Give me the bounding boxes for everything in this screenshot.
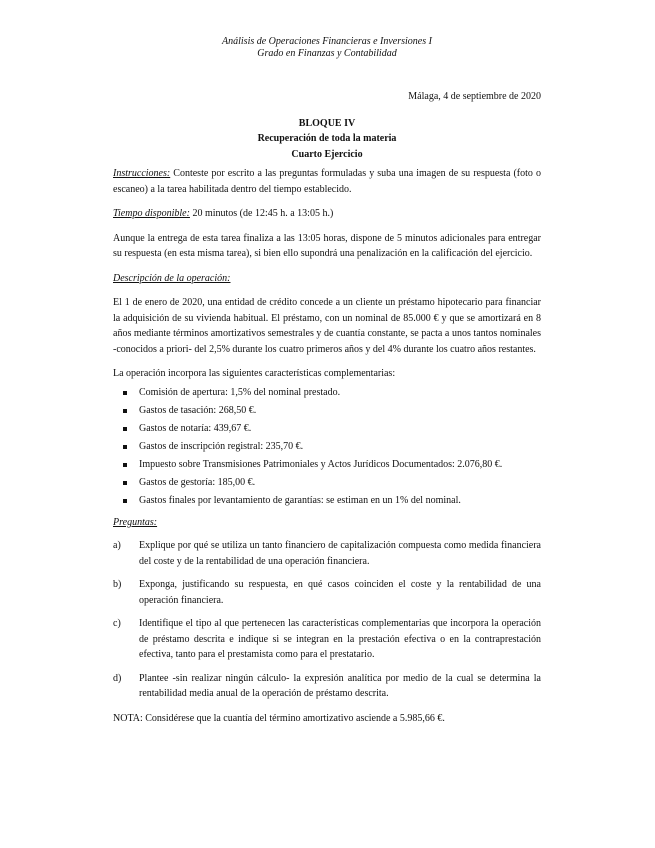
question-letter: c)	[113, 618, 121, 629]
list-item: Comisión de apertura: 1,5% del nominal prestado.	[113, 384, 541, 402]
block-subtitle: Recuperación de toda la materia	[257, 133, 397, 144]
question-text: Exponga, justificando su respuesta, en qué casos coinciden el coste y la rentabilidad de una operación financiera.	[139, 579, 541, 606]
list-item: Impuesto sobre Transmisiones Patrimoniales y Actos Jurídicos Documentados: 2.076,80 €.	[113, 456, 541, 474]
document-header	[113, 36, 541, 59]
list-item: Gastos de notaría: 439,67 €.	[113, 420, 541, 438]
note-paragraph: NOTA: Considérese que la cuantía del término amortizativo asciende a 5.985,66 €.	[113, 712, 445, 724]
time-label: Tiempo disponible:	[113, 208, 190, 219]
question-text: Explique por qué se utiliza un tanto financiero de capitalización compuesta como medida financiera del coste y de la rentabilidad de una operación financiera.	[139, 540, 541, 567]
title-block	[113, 116, 541, 163]
questions-list	[113, 538, 541, 702]
list-item: Gastos de gestoría: 185,00 €.	[113, 474, 541, 492]
question-text: Identifique el tipo al que pertenecen las características complementarias que incorpora la operación de préstamo descrita e indique si se integran en la prestación efectiva o en la contraprestación efectiva, tanto para el prestamista como para el prestatario.	[139, 618, 541, 660]
description-paragraph: El 1 de enero de 2020, una entidad de crédito concede a un cliente un préstamo hipotecario para financiar la adquisición de su vivienda habitual. El préstamo, con un nominal de 85.000 € y que se amortizará en 8 años mediante términos amortizativos semestrales y de cuantía constante, se pacta a unos tantos nominales -conocidos a priori- del 2,5% durante los cuatro primeros años y del 4% durante los cuatro años restantes.	[113, 297, 541, 355]
block-title: BLOQUE IV	[298, 117, 356, 129]
document-page	[113, 36, 541, 726]
features-intro: La operación incorpora las siguientes características complementarias:	[113, 368, 396, 379]
list-item: Gastos de tasación: 268,50 €.	[113, 402, 541, 420]
course-title: Análisis de Operaciones Financieras e Inversiones I	[222, 36, 432, 47]
extra-time-paragraph: Aunque la entrega de esta tarea finaliza a las 13:05 horas, dispone de 5 minutos adicionales para entregar su respuesta (en esta misma tarea), si bien ello supondrá una penalización en la calificación del ejercicio.	[113, 232, 541, 259]
exercise-title: Cuarto Ejercicio	[291, 148, 363, 160]
bullet-icon	[123, 481, 127, 485]
instructions-text: Conteste por escrito a las preguntas formuladas y suba una imagen de su respuesta (foto o escaneo) a la tarea habilitada dentro del tiempo establecido.	[113, 168, 541, 195]
question-letter: b)	[113, 579, 122, 590]
instructions-paragraph	[113, 166, 541, 197]
bullet-icon	[123, 409, 127, 413]
bullet-icon	[123, 427, 127, 431]
question-letter: d)	[113, 672, 122, 684]
bullet-icon	[123, 499, 127, 503]
description-heading	[113, 271, 541, 287]
list-item: Gastos de inscripción registral: 235,70 €.	[113, 438, 541, 456]
question-item	[113, 577, 541, 608]
question-item	[113, 671, 541, 702]
question-letter: a)	[113, 540, 121, 551]
features-list	[113, 384, 541, 510]
bullet-icon	[123, 463, 127, 467]
questions-label: Preguntas:	[113, 516, 158, 528]
bullet-icon	[123, 391, 127, 395]
degree-title: Grado en Finanzas y Contabilidad	[257, 47, 397, 59]
description-label: Descripción de la operación:	[113, 272, 231, 284]
document-date: Málaga, 4 de septiembre de 2020	[408, 91, 541, 102]
question-text: Plantee -sin realizar ningún cálculo- la expresión analítica por medio de la cual se determina la rentabilidad media anual de la operación de préstamo descrita.	[139, 672, 541, 699]
questions-heading	[113, 515, 541, 531]
time-text: 20 minutos (de 12:45 h. a 13:05 h.)	[189, 208, 334, 219]
list-item: Gastos finales por levantamiento de garantías: se estiman en un 1% del nominal.	[113, 492, 541, 510]
time-paragraph	[113, 206, 541, 222]
question-item	[113, 616, 541, 663]
bullet-icon	[123, 445, 127, 449]
question-item	[113, 538, 541, 569]
instructions-label: Instrucciones:	[113, 168, 171, 179]
